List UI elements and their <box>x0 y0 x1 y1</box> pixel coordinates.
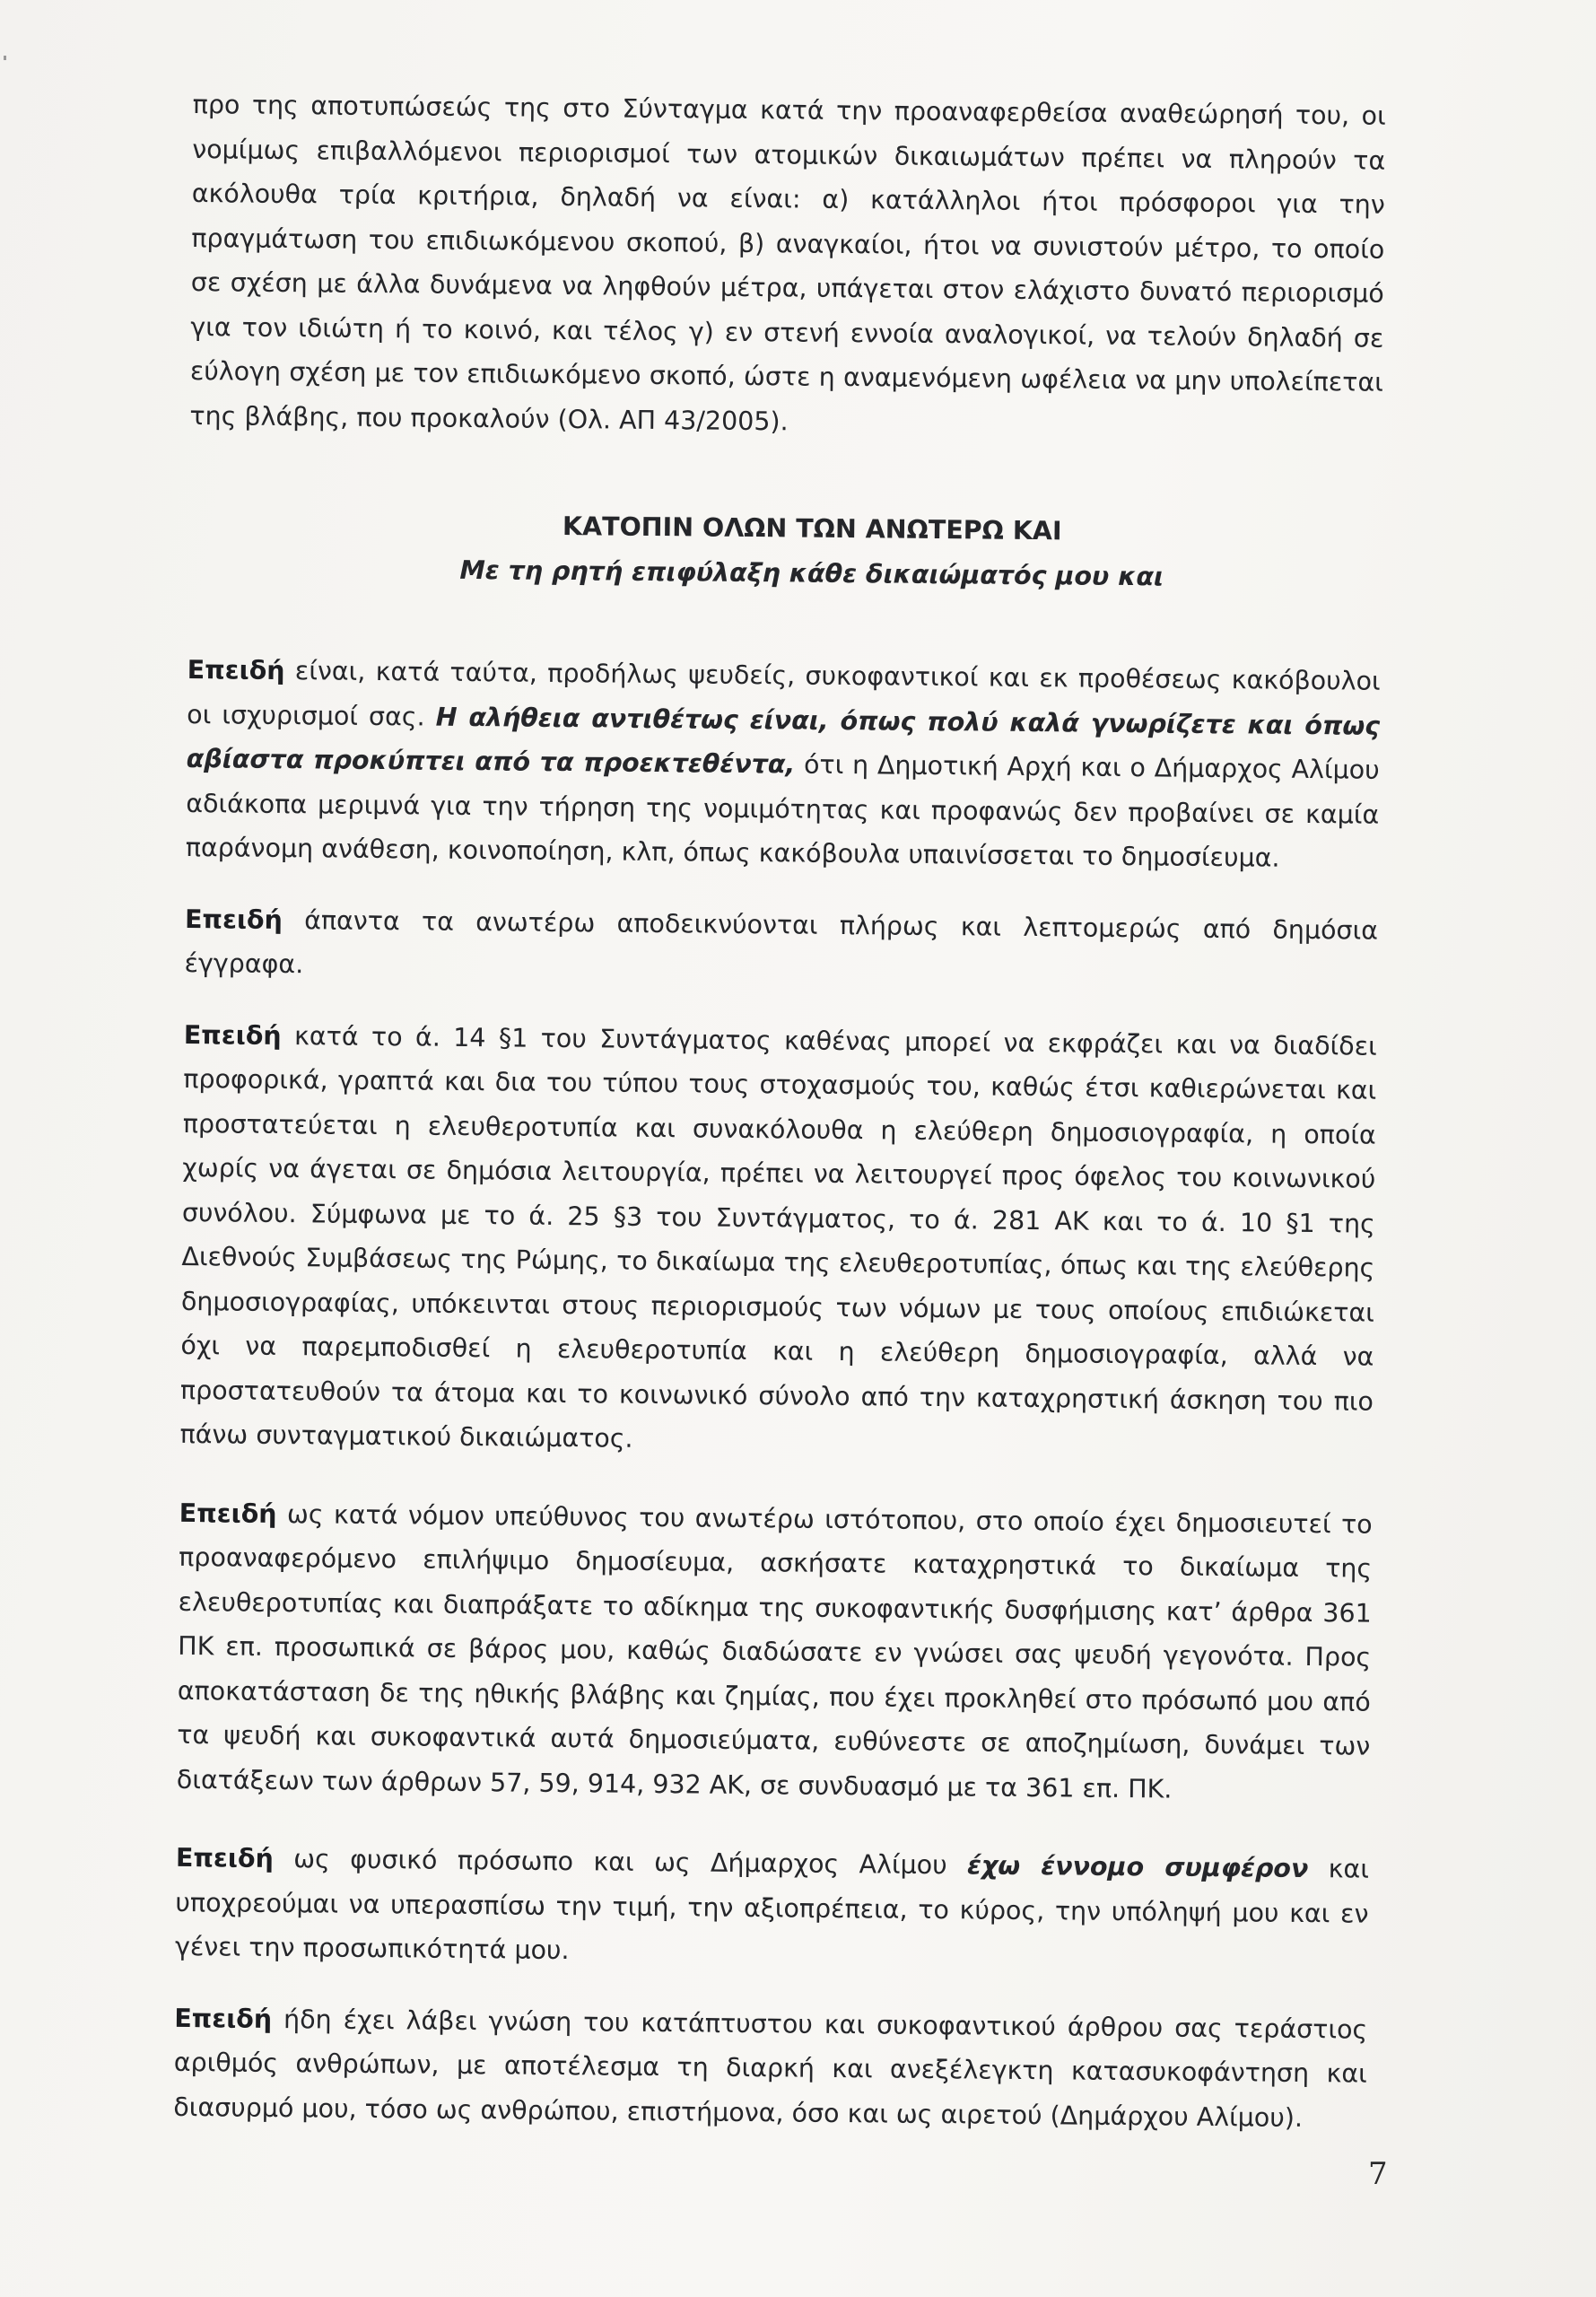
paragraph-keyword: Επειδή <box>179 1498 277 1529</box>
heading-line-2: Με τη ρητή επιφύλαξη κάθε δικαιώματός μου και <box>459 555 1164 592</box>
paragraph-1-text-b: ότι η Δημοτική Αρχή και ο Δήμαρχος Αλίμου αδιάκοπα μεριμνά για την τήρηση της νομιμότητας και προφανώς δεν προβαίνει σε καμία παράνομη ανάθεση, κοινοποίηση, κλπ, όπως κακόβουλα υπαινίσσεται το δημοσίευμα. <box>185 749 1380 873</box>
paragraph-6-text: ήδη έχει λάβει γνώση του κατάπτυστου και συκοφαντικού άρθρου σας τεράστιος αριθμός ανθρώπων, με αποτέλεσμα τη διαρκή και ανεξέλεγκτη κατασυκοφάντηση και διασυρμό μου, τόσο ως ανθρώπου, επιστήμονα, όσο και ως αιρετού (Δημάρχου Αλίμου). <box>173 2004 1368 2133</box>
section-heading <box>188 501 1382 602</box>
page-number: 7 <box>1368 2156 1388 2192</box>
heading-line-1: ΚΑΤΟΠΙΝ ΟΛΩΝ ΤΩΝ ΑΝΩΤΕΡΩ ΚΑΙ <box>562 511 1062 546</box>
paragraph-5 <box>175 1836 1369 1980</box>
paragraph-5-text-b: και υποχρεούμαι να υπερασπίσω την τιμή, την αξιοπρέπεια, το κύρος, την υπόληψή μου και εν γένει την προσωπικότητά μου. <box>174 1854 1370 1966</box>
paragraph-5-emphasis: έχω έννομο συμφέρον <box>966 1850 1309 1884</box>
paragraph-keyword: Επειδή <box>174 2003 273 2034</box>
paragraph-keyword: Επειδή <box>183 1019 282 1051</box>
paragraph-1 <box>186 648 1381 881</box>
paragraph-4 <box>177 1490 1373 1812</box>
paragraph-1-emphasis: Η αλήθεια αντιθέτως είναι, όπως πολύ καλά γνωρίζετε και όπως αβίαστα προκύπτει από τα προεκτεθέντα, <box>186 702 1381 780</box>
paragraph-keyword: Επειδή <box>187 654 285 686</box>
document-body <box>173 83 1386 2141</box>
paragraph-keyword: Επειδή <box>175 1842 275 1873</box>
paragraph-2 <box>184 896 1378 997</box>
paragraph-6 <box>173 1996 1367 2140</box>
paragraph-keyword: Επειδή <box>184 904 283 935</box>
paragraph-5-text-a: ως φυσικό πρόσωπο και ως Δήμαρχος Αλίμου <box>273 1843 968 1881</box>
paragraph-1-text-a: είναι, κατά ταύτα, προδήλως ψευδείς, συκοφαντικοί και εκ προθέσεως κακόβουλοι οι ισχυρισμοί σας. <box>187 656 1381 732</box>
paragraph-2-text: άπαντα τα ανωτέρω αποδεικνύονται πλήρως και λεπτομερώς από δημόσια έγγραφα. <box>184 904 1379 980</box>
scan-edge-mark <box>4 56 6 60</box>
paragraph-3 <box>179 1012 1377 1468</box>
paragraph-3-text: κατά το ά. 14 §1 του Συντάγματος καθένας μπορεί να εκφράζει και να διαδίδει προφορικά, γραπτά και δια του τύπου τους στοχασμούς του, καθώς έτσι καθιερώνεται και προστατεύεται η ελευθεροτυπία και συνακόλουθα η ελεύθερη δημοσιογραφία, η οποία χωρίς να άγεται σε δημόσια λειτουργία, πρέπει να λειτουργεί προς όφελος του κοινωνικού συνόλου. Σύμφωνα με το ά. 25 §3 του Συντάγματος, το ά. 281 ΑΚ και το ά. 10 §1 της Διεθνούς Συμβάσεως της Ρώμης, το δικαίωμα της ελευθεροτυπίας, όπως και της ελεύθερης δημοσιογραφίας, υπόκεινται στους περιορισμούς των νόμων με τους οποίους επιδιώκεται όχι να παρεμποδισθεί η ελευθεροτυπία και η ελεύθερη δημοσιογραφία, αλλά να προστατευθούν τα άτομα και το κοινωνικό σύνολο από την καταχρηστική άσκηση του πιο πάνω συνταγματικού δικαιώματος. <box>179 1020 1377 1454</box>
intro-paragraph: προ της αποτυπώσεώς της στο Σύνταγμα κατά την προαναφερθείσα αναθεώρησή του, οι νομίμως επιβαλλόμενοι περιορισμοί των ατομικών δικαιωμάτων πρέπει να πληρούν τα ακόλουθα τρία κριτήρια, δηλαδή να είναι: α) κατάλληλοι ήτοι πρόσφοροι για την πραγμάτωση του επιδιωκόμενου σκοπού, β) αναγκαίοι, ήτοι να συνιστούν μέτρο, το οποίο σε σχέση με άλλα δυνάμενα να ληφθούν μέτρα, υπάγεται στον ελάχιστο δυνατό περιορισμό για τον ιδιώτη ή το κοινό, και τέλος γ) εν στενή εννοία αναλογικοί, να τελούν δηλαδή σε εύλογη σχέση με τον επιδιωκόμενο σκοπό, ώστε η αναμενόμενη ωφέλεια να μην υπολείπεται της βλάβης, που προκαλούν (Ολ. ΑΠ 43/2005). <box>189 89 1386 436</box>
paragraph-4-text: ως κατά νόμον υπεύθυνος του ανωτέρω ιστότοπου, στο οποίο έχει δημοσιευτεί το προαναφερόμενο επιλήψιμο δημοσίευμα, ασκήσατε καταχρηστικά το δικαίωμα της ελευθεροτυπίας και διαπράξατε το αδίκημα της συκοφαντικής δυσφήμισης κατ’ άρθρα 361 ΠΚ επ. προσωπικά σε βάρος μου, καθώς διαδώσατε εν γνώσει σας ψευδή γεγονότα. Προς αποκατάσταση δε της ηθικής βλάβης και ζημίας, που έχει προκληθεί στο πρόσωπό μου από τα ψευδή και συκοφαντικά αυτά δημοσιεύματα, ευθύνεστε σε αποζημίωση, δυνάμει των διατάξεων των άρθρων 57, 59, 914, 932 ΑΚ, σε συνδυασμό με τα 361 επ. ΠΚ. <box>176 1498 1373 1804</box>
